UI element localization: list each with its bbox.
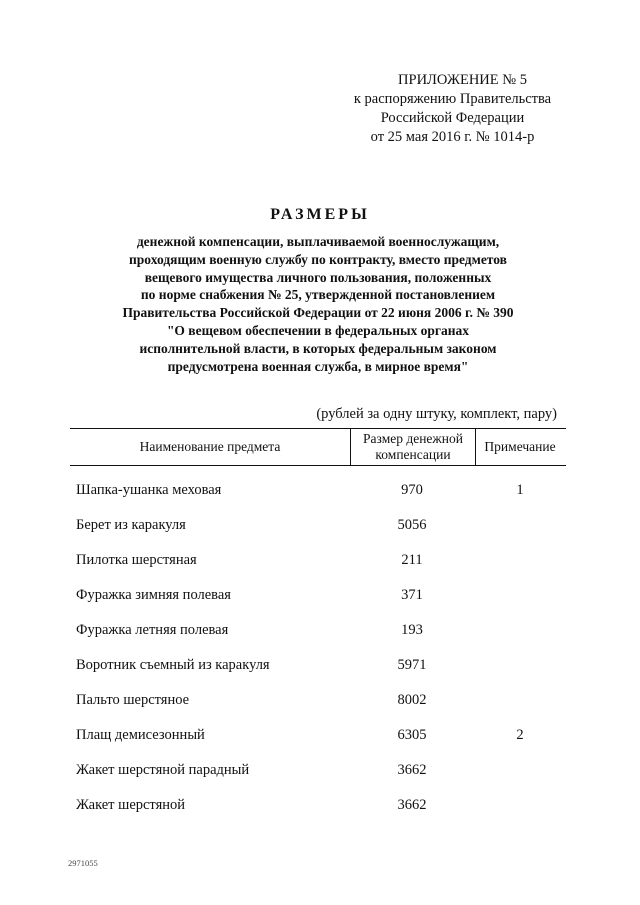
subtitle-line: денежной компенсации, выплачиваемой военнослужащим,	[136, 234, 500, 249]
document-subtitle	[70, 233, 566, 375]
table-row	[70, 760, 566, 795]
item-amount: 211	[401, 552, 423, 568]
appendix-line-2: Российской Федерации	[380, 110, 525, 126]
item-amount: 193	[401, 622, 423, 638]
header-amount-line-1: Размер денежной	[363, 431, 463, 446]
item-name: Пальто шерстяное	[76, 692, 190, 708]
header-name-label: Наименование предмета	[139, 439, 281, 454]
table-body	[70, 466, 566, 830]
table-row	[70, 795, 566, 830]
subtitle-line: предусмотрена военная служба, в мирное время"	[167, 358, 469, 374]
subtitle-line: Правительства Российской Федерации от 22 июня 2006 г. № 390	[122, 305, 514, 321]
subtitle-line: исполнительной власти, в которых федеральным законом	[139, 340, 497, 356]
table-row	[70, 515, 566, 550]
item-name: Берет из каракуля	[76, 517, 186, 533]
subtitle-line: проходящим военную службу по контракту, вместо предметов	[129, 251, 507, 267]
header-amount	[350, 429, 476, 465]
item-name: Плащ демисезонный	[76, 727, 205, 743]
item-name: Шапка-ушанка меховая	[76, 482, 222, 498]
item-name: Фуражка летняя полевая	[76, 622, 229, 638]
item-amount: 371	[401, 587, 423, 603]
item-note: 2	[516, 727, 524, 743]
appendix-line-3: от 25 мая 2016 г. № 1014-р	[370, 129, 535, 145]
table-row	[70, 585, 566, 620]
item-name: Жакет шерстяной	[76, 797, 186, 813]
table-row	[70, 550, 566, 585]
appendix-line-1: к распоряжению Правительства	[353, 91, 552, 107]
item-amount: 5056	[397, 517, 427, 533]
item-amount: 5971	[397, 657, 427, 673]
item-amount: 3662	[397, 797, 427, 813]
table-header	[70, 428, 566, 466]
item-name: Фуражка зимняя полевая	[76, 587, 231, 603]
header-amount-line-2: компенсации	[375, 447, 451, 462]
appendix-block	[330, 71, 575, 147]
table-row	[70, 725, 566, 760]
table-row	[70, 480, 566, 515]
subtitle-line: "О вещевом обеспечении в федеральных органах	[166, 322, 470, 338]
subtitle-line: вещевого имущества личного пользования, положенных	[144, 269, 492, 285]
table-row	[70, 690, 566, 725]
footer-code: 2971055	[68, 858, 98, 868]
table-row	[70, 620, 566, 655]
subtitle-line: по норме снабжения № 25, утвержденной постановлением	[140, 287, 496, 303]
appendix-title: ПРИЛОЖЕНИЕ № 5	[398, 72, 527, 88]
item-amount: 8002	[397, 692, 427, 708]
item-amount: 3662	[397, 762, 427, 778]
units-note: (рублей за одну штуку, комплект, пару)	[316, 406, 557, 422]
item-amount: 970	[401, 482, 423, 498]
item-note: 1	[516, 482, 524, 498]
compensation-table	[70, 428, 566, 830]
document-title: РАЗМЕРЫ	[270, 206, 370, 223]
header-note-label: Примечание	[484, 439, 556, 454]
item-name: Пилотка шерстяная	[76, 552, 197, 568]
header-note	[474, 429, 566, 465]
item-name: Воротник съемный из каракуля	[76, 657, 270, 673]
item-name: Жакет шерстяной парадный	[76, 762, 250, 778]
header-name	[70, 429, 350, 465]
item-amount: 6305	[397, 727, 427, 743]
table-row	[70, 655, 566, 690]
